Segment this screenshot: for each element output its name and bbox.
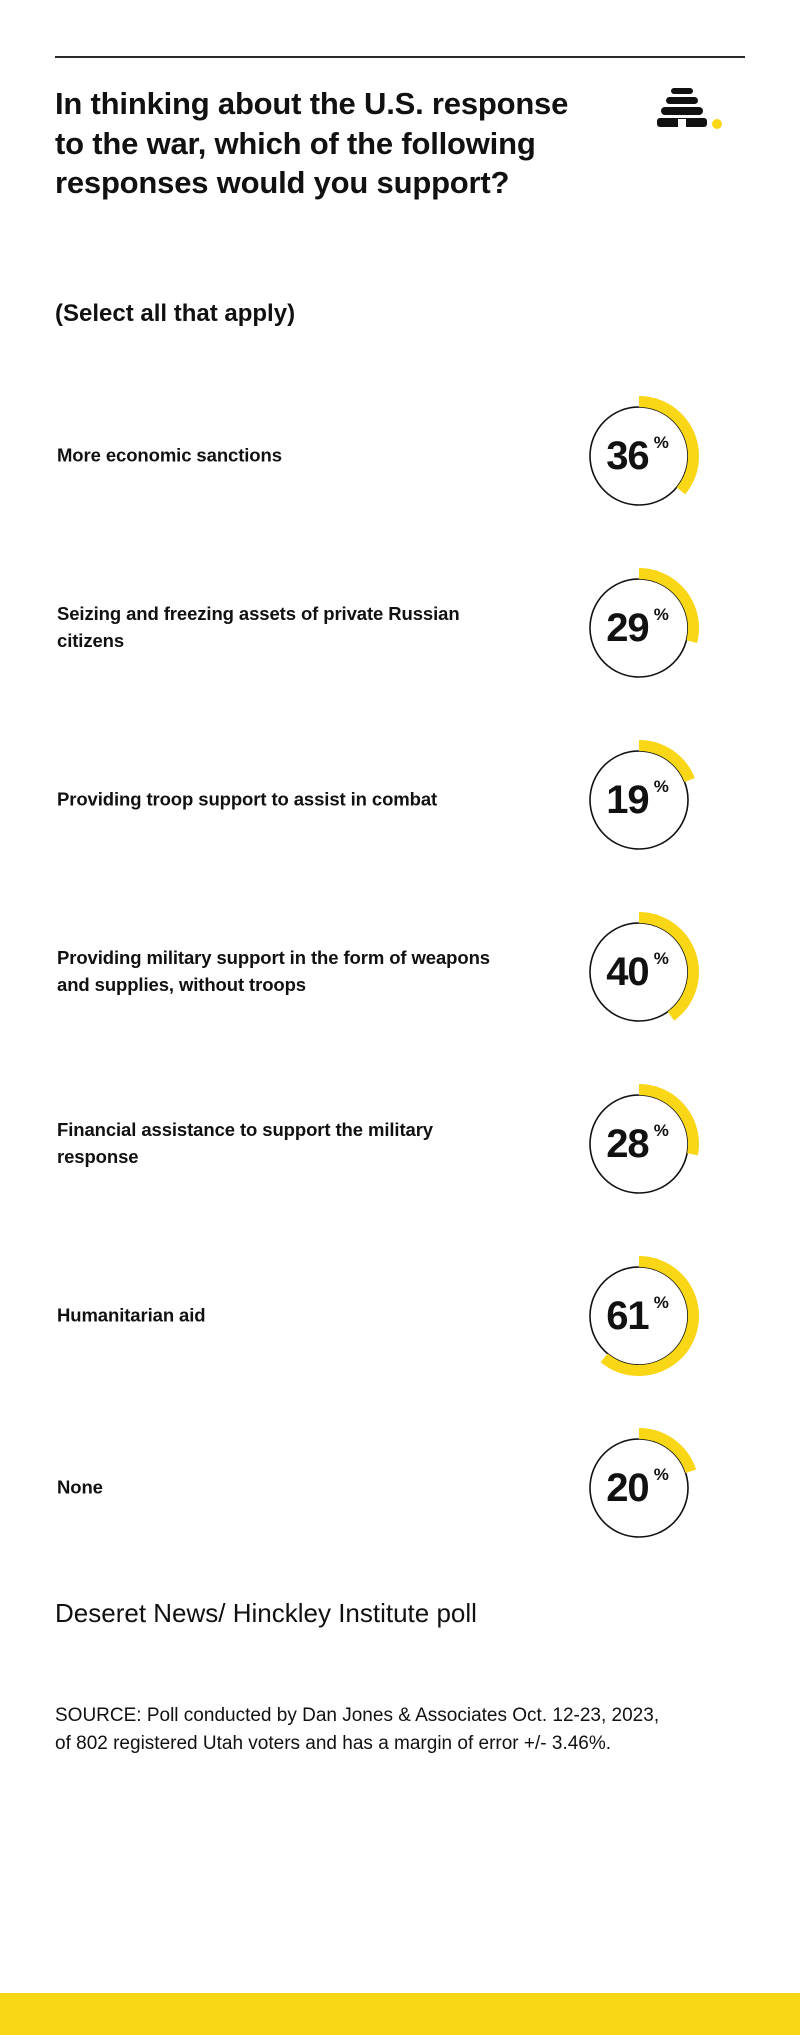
gauge-donut-0 [575,392,703,520]
list-item [55,714,745,886]
gauge-value: 20 [606,1466,649,1510]
gauge-label: None [57,1476,103,1498]
list-item [55,1230,745,1402]
percent-symbol: % [653,605,669,624]
gauge-label: Seizing and freezing assets of private Russian citizens [57,603,460,651]
top-divider [55,56,745,58]
gauge-donut-5 [575,1252,703,1380]
source-note: SOURCE: Poll conducted by Dan Jones & Associates Oct. 12-23, 2023, of 802 registered Utah voters and has a margin of error +/- 3.46%. [55,1705,660,1754]
brand-credit: Deseret News/ Hinckley Institute poll [55,1598,477,1628]
percent-symbol: % [653,1293,669,1312]
list-item [55,1058,745,1230]
gauge-donut-4 [575,1080,703,1208]
list-item [55,886,745,1058]
percent-symbol: % [653,1465,669,1484]
percent-symbol: % [653,949,669,968]
footer-accent-bar [0,1993,800,2035]
percent-symbol: % [653,433,669,452]
gauge-label: Providing troop support to assist in combat [57,788,438,810]
gauge-label: Providing military support in the form of weapons and supplies, without troops [57,947,490,995]
gauge-donut-1 [575,564,703,692]
gauge-value: 40 [606,950,649,994]
gauge-label: Financial assistance to support the military response [57,1119,433,1167]
gauge-value: 61 [606,1294,649,1338]
beehive-logo [657,86,723,132]
gauge-value: 36 [606,434,649,478]
gauge-label: More economic sanctions [57,444,282,466]
gauge-value: 29 [606,606,649,650]
gauge-donut-3 [575,908,703,1036]
gauge-value: 19 [606,778,649,822]
list-item [55,1402,745,1574]
gauge-value: 28 [606,1122,649,1166]
list-item [55,370,745,542]
gauge-label: Humanitarian aid [57,1304,206,1326]
percent-symbol: % [653,777,669,796]
page-subtitle: (Select all that apply) [55,300,296,327]
gauge-donut-6 [575,1424,703,1552]
infographic-card [55,0,745,2035]
gauge-list [55,370,745,1574]
list-item [55,542,745,714]
percent-symbol: % [653,1121,669,1140]
gauge-donut-2 [575,736,703,864]
page-title: In thinking about the U.S. response to the war, which of the following responses would you support? [55,86,569,201]
